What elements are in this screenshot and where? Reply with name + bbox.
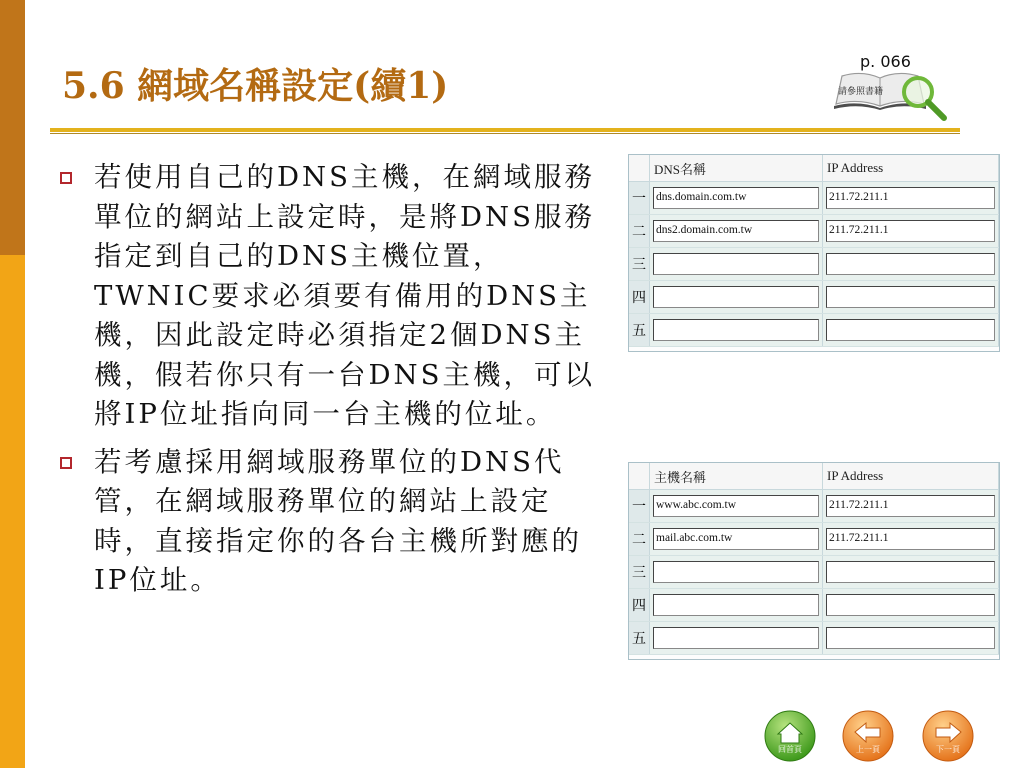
host-settings-form (628, 462, 1000, 660)
page-reference: p. 066 (860, 52, 911, 71)
home-button-label: 回首頁 (778, 745, 802, 754)
ip-address-field[interactable] (826, 627, 995, 649)
host-name-field[interactable]: www.abc.com.tw (653, 495, 819, 517)
dns-name-field[interactable]: dns2.domain.com.tw (653, 220, 819, 242)
row-number: 四 (629, 281, 650, 314)
bullet-item (58, 158, 610, 435)
table-row (629, 589, 999, 622)
dns-name-field[interactable] (653, 319, 819, 341)
row-number: 一 (629, 490, 650, 523)
bullet-item (58, 443, 610, 601)
row-number: 五 (629, 622, 650, 655)
row-number: 二 (629, 215, 650, 248)
magnifier-icon (898, 72, 950, 124)
row-number-header (629, 155, 650, 182)
row-number: 三 (629, 248, 650, 281)
row-number: 一 (629, 182, 650, 215)
title-underline-thin (50, 133, 960, 134)
dns-settings-form (628, 154, 1000, 352)
side-bar-top (0, 0, 25, 255)
host-table (629, 463, 999, 655)
ip-address-field[interactable]: 211.72.211.1 (826, 495, 995, 517)
host-name-field[interactable] (653, 594, 819, 616)
next-page-label: 下一頁 (936, 745, 960, 754)
square-bullet-icon (60, 172, 72, 184)
slide-title: 5.6 網域名稱設定(續1) (62, 65, 449, 107)
table-row (629, 215, 999, 248)
bullet-text: 若考慮採用網域服務單位的DNS代管，在網域服務單位的網站上設定時，直接指定你的各台主機所對應的IP位址。 (94, 445, 582, 596)
table-row (629, 182, 999, 215)
dns-name-field[interactable] (653, 253, 819, 275)
ip-address-field[interactable] (826, 594, 995, 616)
host-name-field[interactable] (653, 561, 819, 583)
dns-name-field[interactable]: dns.domain.com.tw (653, 187, 819, 209)
ip-address-field[interactable]: 211.72.211.1 (826, 528, 995, 550)
table-row (629, 248, 999, 281)
bullet-text: 若使用自己的DNS主機，在網域服務單位的網站上設定時，是將DNS服務指定到自己的DNS主機位置，TWNIC要求必須要有備用的DNS主機，因此設定時必須指定2個DNS主機，假若你只有一台DNS主機，可以將IP位址指向同一台主機的位址。 (94, 161, 595, 430)
ip-address-field[interactable]: 211.72.211.1 (826, 220, 995, 242)
table-row (629, 490, 999, 523)
row-number: 三 (629, 556, 650, 589)
row-number: 五 (629, 314, 650, 347)
ip-address-field[interactable] (826, 561, 995, 583)
table-row (629, 523, 999, 556)
ip-address-field[interactable] (826, 253, 995, 275)
ip-address-header: IP Address (823, 463, 999, 490)
row-number: 二 (629, 523, 650, 556)
ip-address-header: IP Address (823, 155, 999, 182)
table-row (629, 314, 999, 347)
table-header-row (629, 155, 999, 182)
ip-address-field[interactable] (826, 286, 995, 308)
table-header-row (629, 463, 999, 490)
ip-address-field[interactable] (826, 319, 995, 341)
row-number-header (629, 463, 650, 490)
dns-name-field[interactable] (653, 286, 819, 308)
host-name-field[interactable]: mail.abc.com.tw (653, 528, 819, 550)
table-row (629, 622, 999, 655)
host-name-header: 主機名稱 (650, 463, 823, 490)
ip-address-field[interactable]: 211.72.211.1 (826, 187, 995, 209)
bullet-list (58, 158, 610, 609)
square-bullet-icon (60, 457, 72, 469)
host-name-field[interactable] (653, 627, 819, 649)
title-underline (50, 128, 960, 132)
side-bar-bottom (0, 255, 25, 768)
dns-name-header: DNS名稱 (650, 155, 823, 182)
previous-page-button[interactable] (842, 710, 894, 762)
next-page-button[interactable] (922, 710, 974, 762)
home-button[interactable] (764, 710, 816, 762)
table-row (629, 556, 999, 589)
table-row (629, 281, 999, 314)
row-number: 四 (629, 589, 650, 622)
previous-page-label: 上一頁 (856, 745, 880, 754)
book-reference-label: 請參照書籍 (838, 87, 884, 97)
dns-table (629, 155, 999, 347)
